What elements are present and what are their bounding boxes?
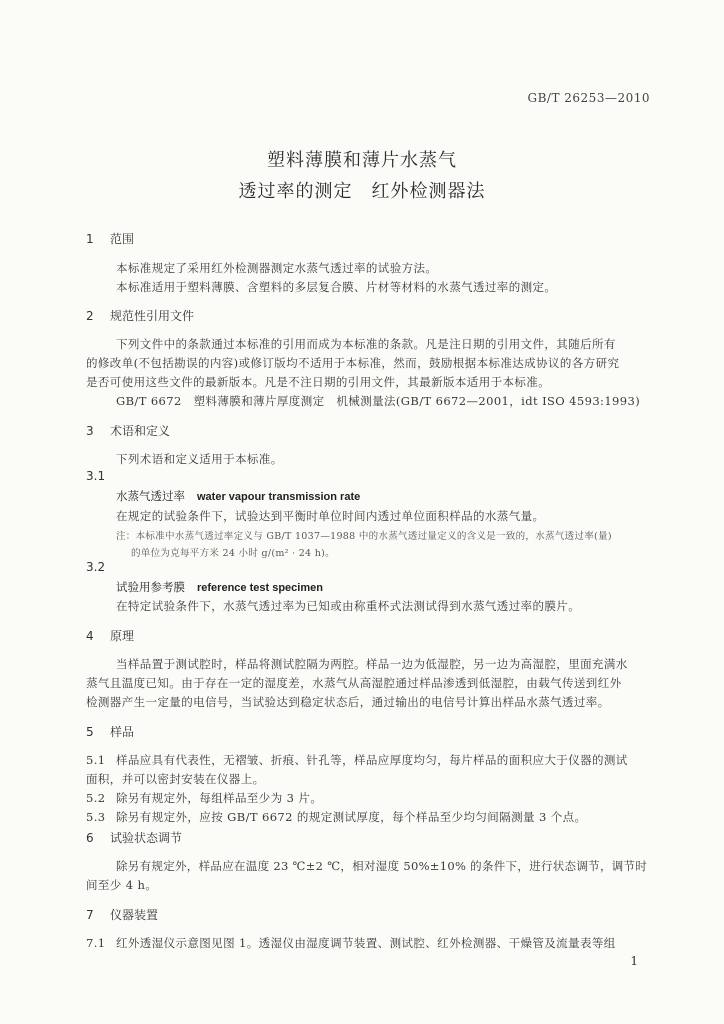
section-title: 仪器装置 [110,908,159,922]
section-title: 试验状态调节 [110,831,183,845]
section-7-heading [86,906,158,923]
clause-text: 除另有规定外，每组样品至少为 3 片。 [116,791,323,805]
clause-number: 7.1 [86,936,106,950]
note-line: 注：本标准中水蒸气透过率定义与 GB/T 1037—1988 中的水蒸气透过量定义的含义是一致的，水蒸气透过率(量) [116,531,612,542]
definition: 在特定试验条件下，水蒸气透过率为已知或由称重杯式法测试得到水蒸气透过率的膜片。 [116,599,581,613]
clause-5-2 [86,790,322,806]
paragraph-line: 除另有规定外，样品应在温度 23 ℃±2 ℃，相对湿度 50%±10% 的条件下，进行状态调节，调节时 [116,859,648,873]
section-1-heading [86,230,134,247]
term-english: reference test specimen [197,582,323,594]
paragraph: 本标准适用于塑料薄膜、含塑料的多层复合膜、片材等材料的水蒸气透过率的测定。 [116,280,557,294]
term-3-1 [116,488,360,504]
section-4-heading [86,627,134,644]
clause-5-3 [86,809,586,825]
clause-number: 5.1 [86,753,106,767]
clause-text: 样品应具有代表性，无褶皱、折痕、针孔等，样品应厚度均匀，每片样品的面积应大于仪器的测试 [116,753,628,767]
note-line: 的单位为克每平方米 24 小时 g/(m² · 24 h)。 [131,548,335,559]
page-number: 1 [630,954,638,968]
section-3-heading [86,422,170,439]
section-title: 规范性引用文件 [110,309,195,323]
section-6-heading [86,829,182,846]
definition: 在规定的试验条件下，试验达到平衡时单位时间内透过单位面积样品的水蒸气量。 [116,509,545,523]
section-number: 5 [86,725,94,739]
section-title: 原理 [110,629,135,643]
term-english: water vapour transmission rate [197,491,361,503]
section-title: 样品 [110,725,135,739]
paragraph-line: 检测器产生一定量的电信号，当试验达到稳定状态后，通过输出的电信号计算出样品水蒸气透过率。 [86,695,610,709]
paragraph-line: 间至少 4 h。 [86,878,158,892]
standard-code: GB/T 26253—2010 [527,91,650,105]
paragraph-line: 的修改单(不包括勘误的内容)或修订版均不适用于本标准，然而，鼓励根据本标准达成协议的各方研究 [86,356,620,370]
section-number: 6 [86,831,94,845]
paragraph-line: 当样品置于测试腔时，样品将测试腔隔为两腔。样品一边为低湿腔，另一边为高湿腔，里面充满水 [116,657,628,671]
clause-number: 5.2 [86,791,106,805]
paragraph-line: 是否可使用这些文件的最新版本。凡是不注日期的引用文件，其最新版本适用于本标准。 [86,375,551,389]
paragraph-line: 面积，并可以密封安装在仪器上。 [86,772,265,786]
section-2-heading [86,307,194,324]
paragraph: 本标准规定了采用红外检测器测定水蒸气透过率的试验方法。 [116,261,438,275]
term-chinese: 水蒸气透过率 [116,489,185,503]
section-title: 术语和定义 [110,424,171,438]
term-chinese: 试验用参考膜 [116,580,185,594]
section-number: 7 [86,908,94,922]
term-3-2 [116,579,323,595]
document-title-line-2: 透过率的测定 红外检测器法 [238,181,486,202]
section-number: 2 [86,309,94,323]
clause-text: 除另有规定外，应按 GB/T 6672 的规定测试厚度，每个样品至少均匀间隔测量 3 个点。 [116,810,587,824]
section-title: 范围 [110,232,135,246]
clause-3-2-number: 3.2 [86,560,106,574]
clause-5-1 [86,752,628,768]
normative-reference: GB/T 6672 塑料薄膜和薄片厚度测定 机械测量法(GB/T 6672—2001，idt ISO 4593:1993) [116,394,641,408]
section-number: 4 [86,629,94,643]
clause-7-1 [86,935,616,951]
clause-text: 红外透湿仪示意图见图 1。透湿仪由湿度调节装置、测试腔、红外检测器、干燥管及流量表等组 [116,936,616,950]
paragraph: 下列术语和定义适用于本标准。 [116,452,283,466]
clause-3-1-number: 3.1 [86,469,106,483]
section-number: 1 [86,232,94,246]
document-title-line-1: 塑料薄膜和薄片水蒸气 [267,150,457,171]
paragraph-line: 蒸气且温度已知。由于存在一定的湿度差，水蒸气从高湿腔通过样品渗透到低湿腔，由载气传送到红外 [86,676,622,690]
section-5-heading [86,723,134,740]
paragraph-line: 下列文件中的条款通过本标准的引用而成为本标准的条款。凡是注日期的引用文件，其随后所有 [116,337,616,351]
clause-number: 5.3 [86,810,106,824]
section-number: 3 [86,424,94,438]
